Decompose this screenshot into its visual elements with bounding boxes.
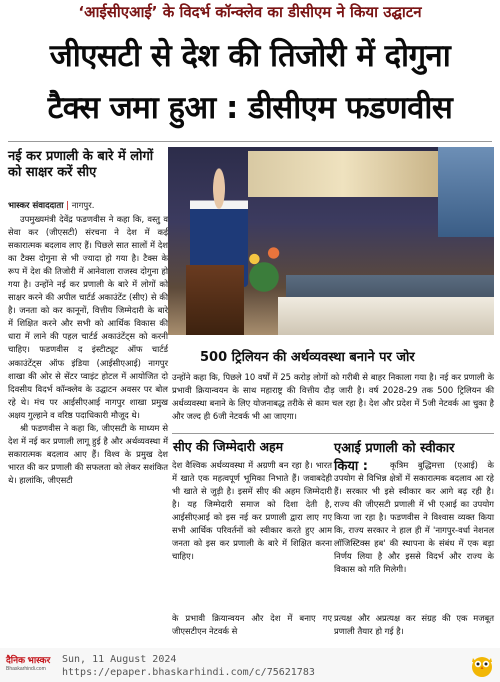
logo-name: दैनिक भास्कर [6,655,51,665]
headline-line-2: टैक्स जमा हुआ : डीसीएम फडणवीस [47,90,453,126]
headline-line-1: जीएसटी से देश की तिजोरी में दोगुना [49,38,451,74]
column-1-paragraph-2: श्री फडणवीस ने कहा कि, जीएसटी के माध्यम से देश में नई कर प्रणाली लागू हुई है और अर्थव्यवस्था में सकारात्मक बदलाव आए हैं। विश्व के प्रमुख देश भारत की कर प्रणाली की सफलता को लेकर सशंकित थे। हालांकि, जीएसटी [8,422,168,485]
epaper-url[interactable]: https://epaper.bhaskarhindi.com/c/75621783 [62,667,315,678]
deck-subheadline: नई कर प्रणाली के बारे में लोगों को साक्षर करें सीए [8,149,154,180]
byline [8,200,168,211]
subhead-ai-system-line-2: किया : [334,459,368,474]
epaper-footer [0,648,500,682]
kicker-headline: ‘आईसीएआई’ के विदर्भ कॉन्क्लेव का डीसीएम ने किया उद्घाटन [78,3,422,21]
owl-icon [470,652,494,678]
headline-divider [8,141,492,142]
event-photo [168,147,494,335]
stage-table [278,297,494,335]
byline-source: भास्कर संवाददाता [8,201,64,211]
byline-separator: | [66,201,69,211]
section-500-trillion-body: उन्होंने कहा कि, पिछले 10 वर्षों में 25 करोड़ लोगों को गरीबी से बाहर निकाला गया है। नई कर प्रणाली के प्रभावी क्रियान्वयन के साथ महाराष्ट्र की वित्तीय दौड़ जारी है। वर्ष 2028-29 तक 500 ट्रिलियन की अर्थव्यवस्था बनाने के लिए योजनाबद्ध तरीके से काम चल रहा है। देश और प्रदेश में 5जी नेटवर्क आ चुका है और जल्द ही 6जी नेटवर्क भी आ जाएगा। [172,372,494,421]
section-ca-responsibility-body: देश वैश्विक अर्थव्यवस्था में अग्रणी बन रहा है। भारत में खाते एक महत्वपूर्ण भूमिका निभाते हैं। जवाबदेही भी खाते से जुड़ी है। इसमें सीए की अहम जिम्मेदारी है। यह जिम्मेदारी समाज को दिशा देती है, आईसीएआई को इस नई कर प्रणाली द्वारा लाए गए सभी आर्थिक परिवर्तनों को स्वीकार करते हुए आम जनता को इस कर प्रणाली के बारे में शिक्षित करना चाहिए। [172,460,332,561]
byline-place: नागपुर. [71,201,95,211]
article-column-1 [8,213,168,487]
logo-tagline: Bhaskarhindi.com [6,666,46,672]
section-divider [172,433,494,434]
bottom-column-3: प्रत्यक्ष और अप्रत्यक्ष कर संग्रह की एक मजबूत प्रणाली तैयार हो गई है। [334,613,494,636]
ai-system-paragraph: कृत्रिम बुद्धिमत्ता (एआई) के उपयोग से विभिन्न क्षेत्रों में सकारात्मक बदलाव आ रहे हैं। सरकार भी इसे स्वीकार कर आगे बढ़ रही है। राज्य की जीएसटी प्रणाली में भी एआई का उपयोग किया जा रहा है। फडणवीस ने विश्वास व्यक्त किया कि, राज्य सरकार ने हाल ही में 'नागपुर-वर्धा नेशनल लॉजिस्टिक्स हब' की स्थापना के संबंध में एक बड़ा निर्णय लिया है और इससे विदर्भ और राज्य के विकास को गति मिलेगी। [334,460,494,574]
section-ai-system-body [334,459,494,576]
podium [186,265,244,335]
publication-date: Sun, 11 August 2024 [62,654,177,665]
stage-screen [438,147,494,237]
bottom-column-2: के प्रभावी क्रियान्वयन और देश में बनाए गए जीएसटीएन नेटवर्क से [172,613,332,636]
subhead-500-trillion: 500 ट्रिलियन की अर्थव्यवस्था बनाने पर जोर [200,350,415,365]
subhead-ca-responsibility: सीए की जिम्मेदारी अहम [173,439,284,454]
footer-meta [62,653,315,679]
column-1-paragraph-1: उपमुख्यमंत्री देवेंद्र फडणवीस ने कहा कि, वस्तु व सेवा कर (जीएसटी) संरचना ने देश में कई सकारात्मक बदलाव लाए हैं। पिछले सात सालों में देश का टैक्स दोगुना से भी ज्यादा हो गया है। टैक्स के रूप में देश की तिजोरी में आनेवाला राजस्व दोगुना हो गया है। उन्होंने नई कर प्रणाली के बारे में लोगों को साक्षर करने की अपील चार्टर्ड अकाउंटेंट (सीए) से की है। जनता को कर कानूनों, वित्तीय जिम्मेदारी के बारे में शिक्षित करने और सभी को आर्थिक विकास की धारा में लाने की पहल चार्टर्ड अकाउंटेंट्स को करनी चाहिए। फडणवीस द इंस्टीट्यूट ऑफ चार्टर्ड अकाउंटेंट्स ऑफ इंडिया (आईसीएआई) नागपुर शाखा की ओर से सेंटर प्वाइंट होटल में आयोजित दो दिवसीय विदर्भ कॉन्क्लेव के उद्घाटन अवसर पर बोल रहे थे। मंच पर आईसीएआई नागपुर शाखा प्रमुख अक्षय गुल्हाने व वरिष्ठ पदाधिकारी मौजूद थे। [8,214,168,420]
dainik-bhaskar-logo[interactable] [6,653,58,679]
subhead-ai-system: एआई प्रणाली को स्वीकार [334,441,455,456]
flower-arrangement [240,235,288,295]
stage-banner [248,151,438,197]
